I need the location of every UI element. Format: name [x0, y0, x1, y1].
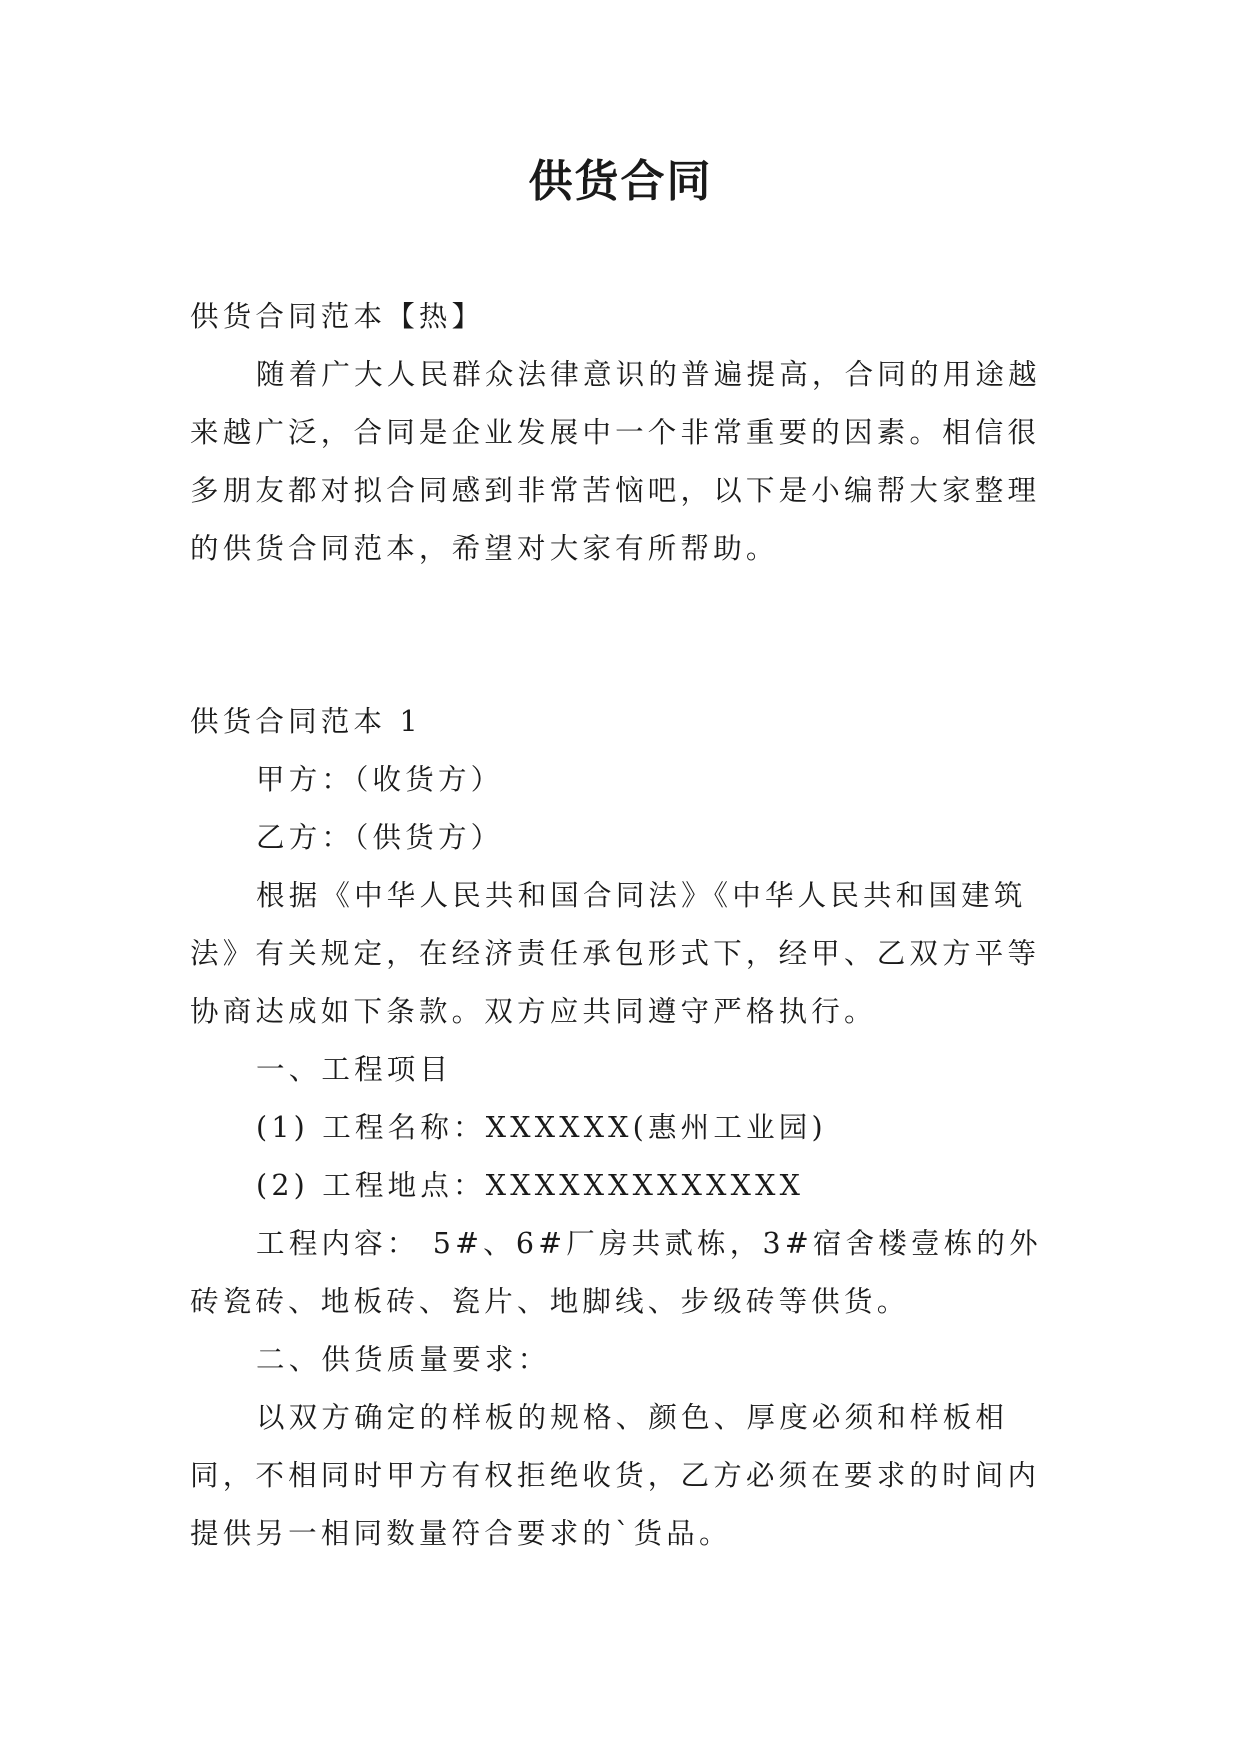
- document-title: 供货合同: [528, 156, 713, 207]
- intro-paragraph: 随着广大人民群众法律意识的普遍提高，合同的用途越来越广泛，合同是企业发展中一个非常重要的因素。相信很多朋友都对拟合同感到非常苦恼吧，以下是小编帮大家整理的供货合同范本，希望对大家有所帮助。: [190, 358, 1041, 565]
- project-location-line: (2) 工程地点：XXXXXXXXXXXXX: [256, 1169, 805, 1202]
- party-a-line: 甲方：（收货方）: [256, 763, 504, 796]
- quality-paragraph: 以双方确定的样板的规格、颜色、厚度必须和样板相同，不相同时甲方有权拒绝收货，乙方必须在要求的时间内提供另一相同数量符合要求的`货品。: [190, 1401, 1041, 1550]
- project-name-line: (1) 工程名称：XXXXXX(惠州工业园): [256, 1111, 827, 1144]
- intro-heading: 供货合同范本【热】: [190, 300, 485, 333]
- basis-paragraph: 根据《中华人民共和国合同法》《中华人民共和国建筑法》有关规定，在经济责任承包形式下，经甲、乙双方平等协商达成如下条款。双方应共同遵守严格执行。: [190, 879, 1041, 1028]
- contract-sample-section: [190, 693, 1050, 1563]
- project-content-paragraph: 工程内容： 5#、6#厂房共贰栋，3#宿舍楼壹栋的外砖瓷砖、地板砖、瓷片、地脚线、步级砖等供货。: [190, 1227, 1042, 1318]
- section-1-title: 一、工程项目: [256, 1053, 453, 1086]
- intro-section: [190, 288, 1050, 578]
- party-b-line: 乙方：（供货方）: [256, 821, 504, 854]
- section-2-title: 二、供货质量要求：: [256, 1343, 551, 1376]
- sample-heading: 供货合同范本 1: [190, 705, 422, 738]
